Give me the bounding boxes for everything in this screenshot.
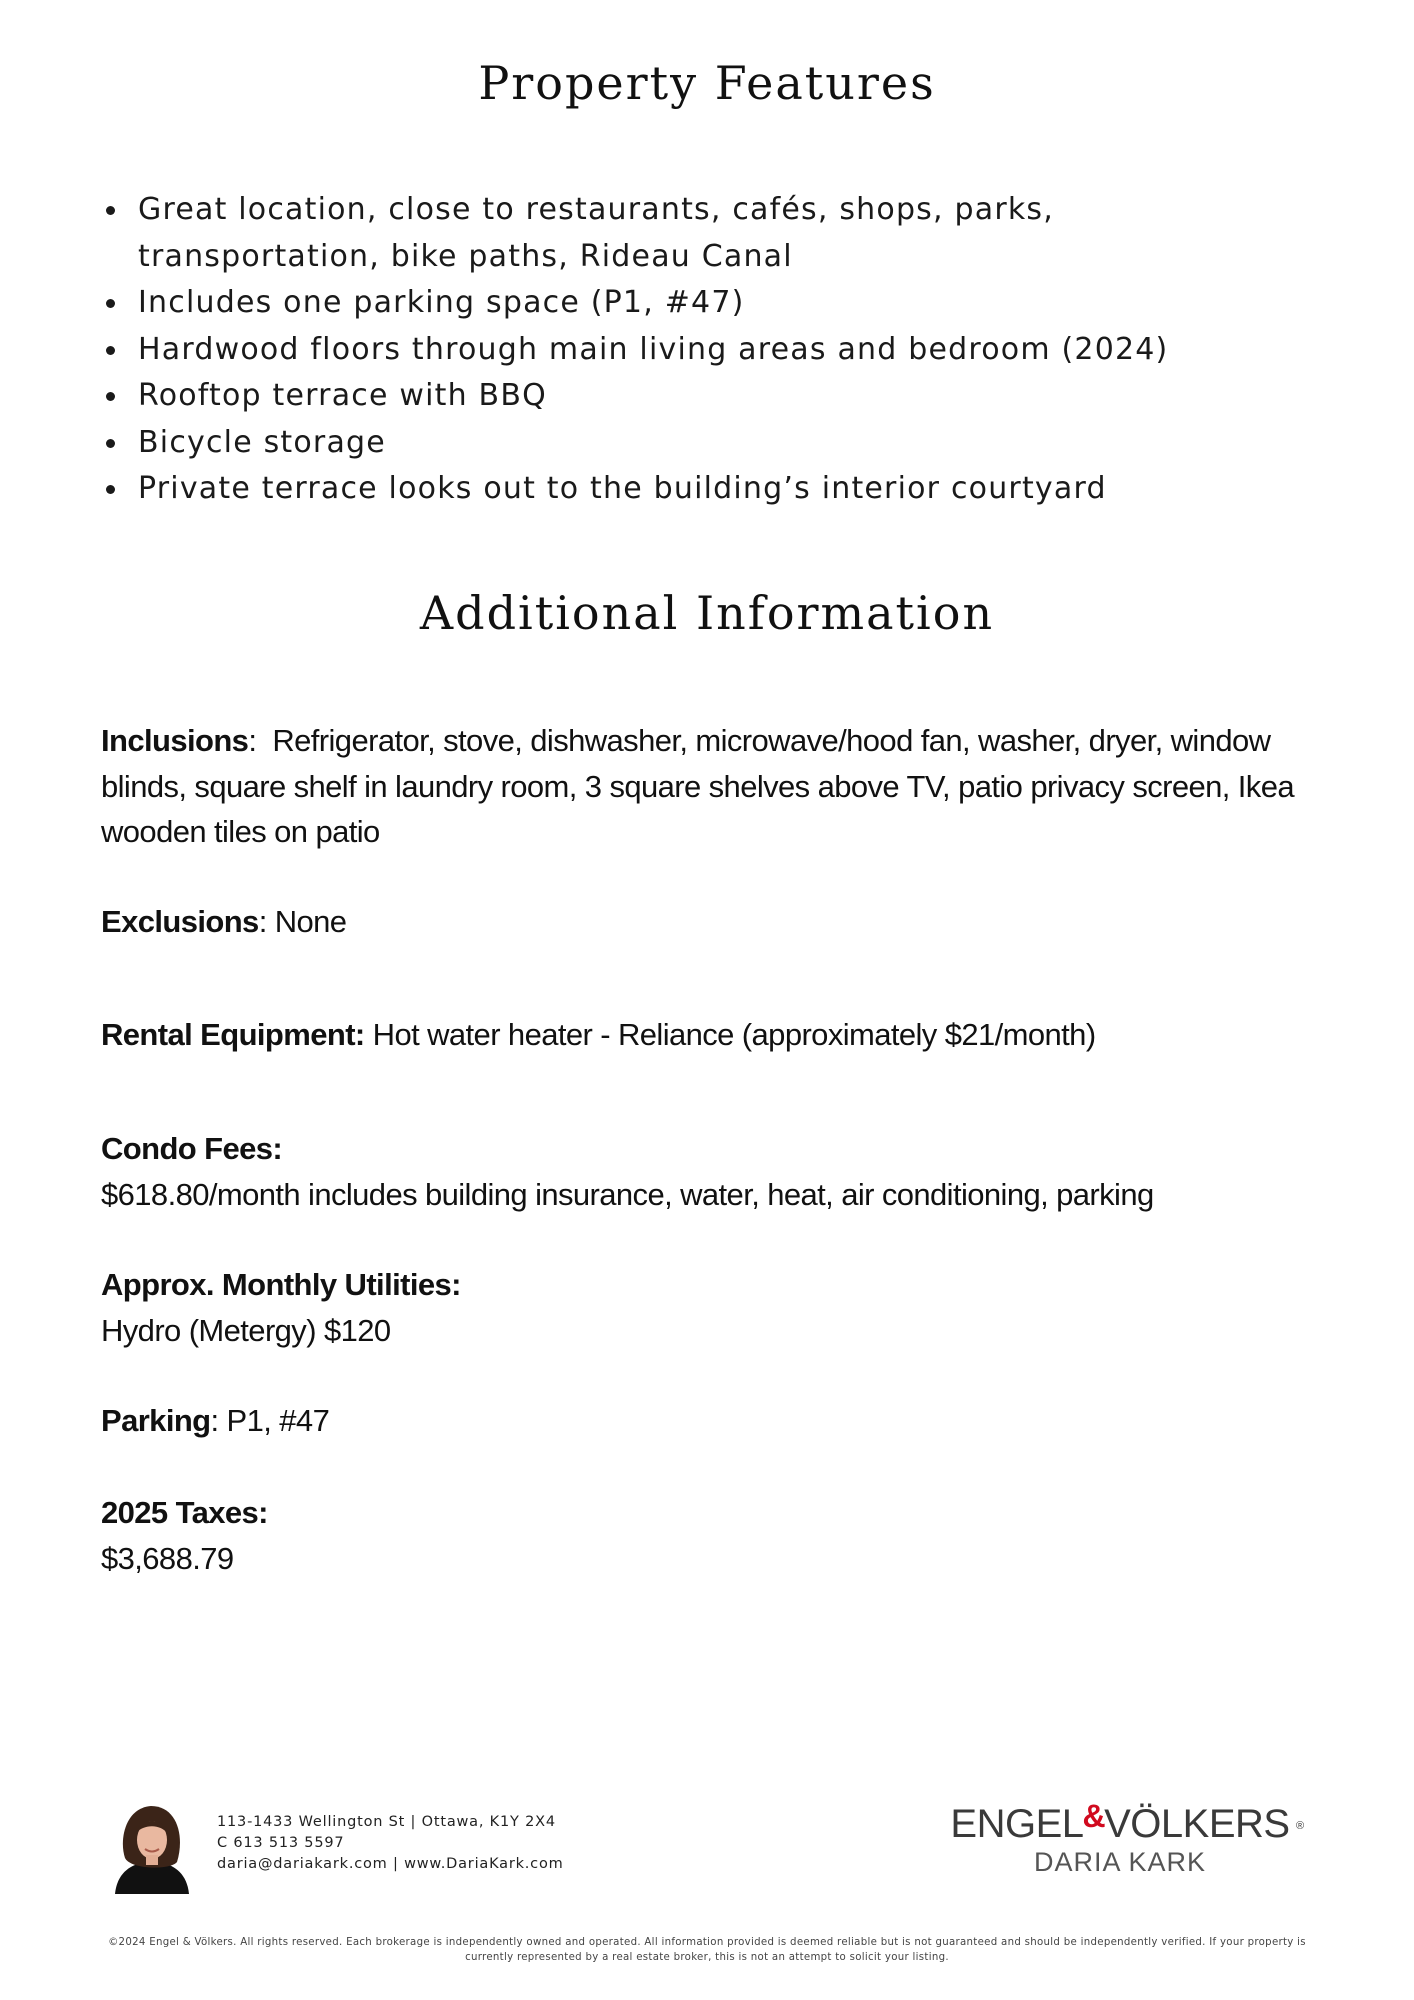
- utilities-label: Approx. Monthly Utilities:: [101, 1267, 461, 1302]
- condo-fees-value: $618.80/month includes building insurance, water, heat, air conditioning, parking: [101, 1176, 1154, 1212]
- brand-wordmark: ENGEL&VÖLKERS ®: [950, 1798, 1304, 1846]
- taxes-value: $3,688.79: [101, 1540, 234, 1576]
- registered-mark: ®: [1295, 1820, 1304, 1832]
- bullet-icon: [106, 206, 115, 215]
- bullet-icon: [106, 392, 115, 401]
- rental-equipment-block: [101, 1012, 1331, 1058]
- bullet-icon: [106, 299, 115, 308]
- additional-information-heading: Additional Information: [419, 586, 995, 640]
- list-item: Rooftop terrace with BBQ: [100, 373, 1300, 420]
- rental-equipment-value: Hot water heater - Reliance (approximately $21/month): [364, 1017, 1096, 1052]
- legal-disclaimer: ©2024 Engel & Völkers. All rights reserved. Each brokerage is independently owned and operated. All information provided is deemed reliable but is not guaranteed and should be independently verified. If your property is currently represented by a real estate broker, this is not an attempt to solicit your listing.: [108, 1937, 1306, 1963]
- bullet-icon: [106, 485, 115, 494]
- agent-email-website: daria@dariakark.com | www.DariaKark.com: [217, 1856, 564, 1872]
- parking-block: Parking: P1, #47: [101, 1403, 330, 1438]
- brand-ampersand: &: [1082, 1798, 1106, 1834]
- condo-fees-block: [101, 1126, 1331, 1217]
- agent-address: 113-1433 Wellington St | Ottawa, K1Y 2X4: [217, 1814, 556, 1830]
- taxes-label: 2025 Taxes:: [101, 1495, 268, 1530]
- agent-avatar: [111, 1800, 193, 1894]
- parking-label: Parking: [101, 1403, 211, 1438]
- rental-equipment-label: Rental Equipment:: [101, 1017, 365, 1052]
- condo-fees-label: Condo Fees:: [101, 1131, 283, 1166]
- list-item: Great location, close to restaurants, cafés, shops, parks, transportation, bike paths, Rideau Canal: [100, 187, 1300, 280]
- utilities-block: [101, 1262, 1331, 1353]
- property-features-heading: Property Features: [478, 56, 936, 110]
- list-item: Hardwood floors through main living areas and bedroom (2024): [100, 327, 1300, 374]
- exclusions-block: Exclusions: None: [101, 904, 347, 939]
- inclusions-label: Inclusions: [101, 723, 249, 758]
- list-item: Bicycle storage: [100, 420, 1300, 467]
- utilities-value: Hydro (Metergy) $120: [101, 1312, 391, 1348]
- brand-logo: [940, 1798, 1304, 1877]
- agent-contact: [217, 1812, 564, 1875]
- exclusions-value: None: [274, 904, 347, 939]
- brand-agent-name: DARIA KARK: [1033, 1847, 1207, 1877]
- parking-value: P1, #47: [226, 1403, 330, 1438]
- inclusions-block: Inclusions: Refrigerator, stove, dishwasher, microwave/hood fan, washer, dryer, window blinds, square shelf in laundry room, 3 square shelves above TV, patio privacy screen, Ikea wooden tiles on patio: [101, 723, 1294, 849]
- taxes-block: [101, 1490, 1331, 1581]
- exclusions-label: Exclusions: [101, 904, 259, 939]
- bullet-icon: [106, 346, 115, 355]
- list-item: Includes one parking space (P1, #47): [100, 280, 1300, 327]
- property-features-list: [100, 187, 1300, 513]
- inclusions-value: Refrigerator, stove, dishwasher, microwave/hood fan, washer, dryer, window blinds, square shelf in laundry room, 3 square shelves above TV, patio privacy screen, Ikea wooden tiles on patio: [101, 723, 1294, 849]
- bullet-icon: [106, 439, 115, 448]
- agent-phone: C 613 513 5597: [217, 1835, 345, 1851]
- list-item: Private terrace looks out to the building’s interior courtyard: [100, 466, 1300, 513]
